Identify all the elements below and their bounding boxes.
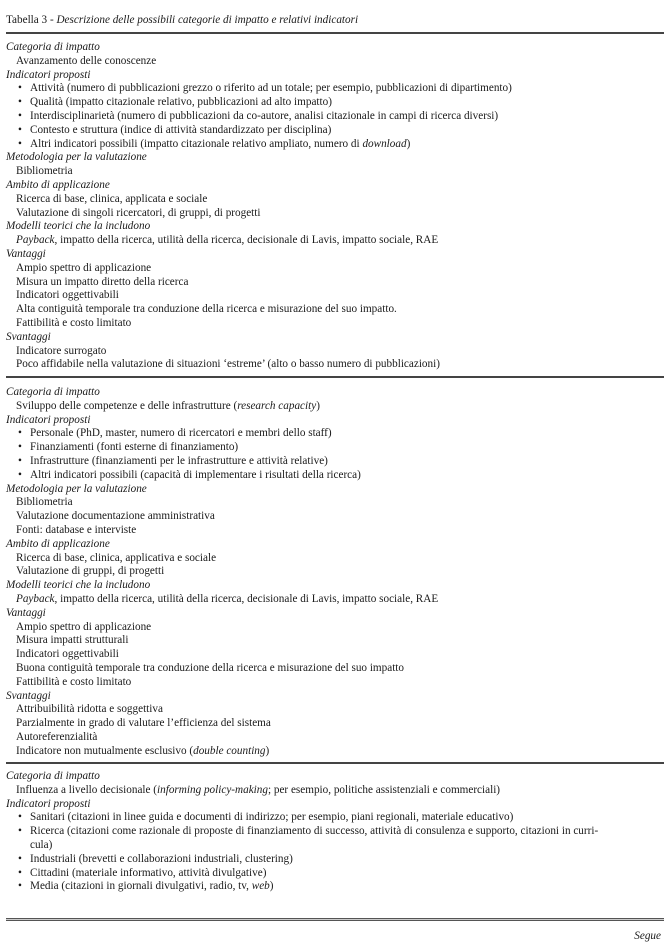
categoria-text: Sviluppo delle competenze e delle infrastrutture ( <box>16 399 238 412</box>
categoria-text-end: ; per esempio, politiche assistenziali e commerciali) <box>267 783 501 796</box>
categoria-value: Avanzamento delle conoscenze <box>16 54 157 67</box>
modelli-value <box>6 234 664 248</box>
indicator-item-text: Altri indicatori possibili (impatto citazionale relativo ampliato, numero di <box>30 137 363 150</box>
categoria-value <box>6 400 664 414</box>
indicator-item-text-end: ) <box>406 137 411 150</box>
vantaggi-value: Fattibilità e costo limitato <box>16 675 132 688</box>
svantaggi-value: Attribuibilità ridotta e soggettiva <box>16 703 163 716</box>
svantaggi-heading: Svantaggi <box>6 330 51 343</box>
indicator-item-text: Media (citazioni in giornali divulgativi, radio, tv, <box>30 880 252 893</box>
svantaggi-value <box>6 745 664 759</box>
section-knowledge <box>6 41 664 372</box>
metodologia-value: Fonti: database e interviste <box>16 523 137 536</box>
ambito-value: Ricerca di base, clinica, applicativa e sociale <box>16 551 217 564</box>
vantaggi-value: Misura un impatto diretto della ricerca <box>16 275 189 288</box>
indicator-item <box>6 138 664 152</box>
categoria-heading: Categoria di impatto <box>6 386 100 398</box>
vantaggi-value: Indicatori oggettivabili <box>16 289 119 302</box>
footer-continues: Segue <box>634 930 661 942</box>
indicator-item: • Qualità (impatto citazionale relativo, pubblicazioni ad alto impatto) <box>6 96 664 110</box>
table-title-text: Descrizione delle possibili categorie di impatto e relativi indicatori <box>56 14 359 26</box>
ambito-value: Valutazione di singoli ricercatori, di gruppi, di progetti <box>16 206 261 219</box>
svantaggi-value: Indicatore surrogato <box>16 344 107 357</box>
top-rule <box>6 32 664 34</box>
section-policy <box>6 770 664 894</box>
indicatori-heading: Indicatori proposti <box>6 797 91 810</box>
table-title <box>6 14 358 28</box>
section-capacity <box>6 386 664 759</box>
modelli-text: , impatto della ricerca, utilità della ricerca, decisionale di Lavis, impatto sociale, RAE <box>54 234 439 247</box>
indicator-item-emph: web <box>251 880 270 893</box>
indicator-item: • Cittadini (materiale informativo, attività divulgative) <box>6 867 664 881</box>
metodologia-value: Bibliometria <box>16 165 73 178</box>
section-divider <box>6 762 664 764</box>
metodologia-value: Bibliometria <box>16 496 73 509</box>
svantaggi-value: Poco affidabile nella valutazione di situazioni ‘estreme’ (alto o basso numero di pubblicazioni) <box>16 358 440 371</box>
indicator-item: • Personale (PhD, master, numero di ricercatori e membri dello staff) <box>6 427 664 441</box>
indicator-item: • Altri indicatori possibili (capacità di implementare i risultati della ricerca) <box>6 469 664 483</box>
svantaggi-value: Parzialmente in grado di valutare l’efficienza del sistema <box>16 717 271 730</box>
vantaggi-value: Fattibilità e costo limitato <box>16 316 132 329</box>
svantaggi-text: Indicatore non mutualmente esclusivo ( <box>16 744 194 757</box>
vantaggi-value: Ampio spettro di applicazione <box>16 261 152 274</box>
bottom-rule <box>6 918 664 921</box>
indicatori-heading: Indicatori proposti <box>6 68 91 81</box>
indicator-item: • Attività (numero di pubblicazioni grezzo o riferito ad un totale; per esempio, pubblicazioni di dipartimento) <box>6 82 664 96</box>
table-title-prefix: Tabella 3 - <box>6 14 57 26</box>
section-divider <box>6 376 664 378</box>
metodologia-value: Valutazione documentazione amministrativa <box>16 510 215 523</box>
indicator-item: • Infrastrutture (finanziamenti per le infrastrutture e attività relative) <box>6 455 664 469</box>
vantaggi-value: Ampio spettro di applicazione <box>16 620 152 633</box>
indicator-item: • Interdisciplinarietà (numero di pubblicazioni da co-autore, analisi citazionale in campi di ricerca diversi) <box>6 110 664 124</box>
indicator-item: • Industriali (brevetti e collaborazioni industriali, clustering) <box>6 853 664 867</box>
ambito-heading: Ambito di applicazione <box>6 178 110 191</box>
indicator-item-text: Ricerca (citazioni come razionale di proposte di finanziamento di successo, attività di consulenza e supporto, citazioni in curri- <box>30 825 599 838</box>
modelli-value <box>6 593 664 607</box>
indicatori-heading: Indicatori proposti <box>6 413 91 426</box>
svantaggi-heading: Svantaggi <box>6 689 51 702</box>
ambito-value: Ricerca di base, clinica, applicata e sociale <box>16 192 208 205</box>
categoria-value <box>6 784 664 798</box>
categoria-emph: research capacity <box>237 399 317 412</box>
svantaggi-value: Autoreferenzialità <box>16 730 98 743</box>
ambito-value: Valutazione di gruppi, di progetti <box>16 565 165 578</box>
indicator-item: • Contesto e struttura (indice di attività standardizzato per disciplina) <box>6 124 664 138</box>
metodologia-heading: Metodologia per la valutazione <box>6 482 147 495</box>
indicator-item <box>6 825 664 839</box>
ambito-heading: Ambito di applicazione <box>6 537 110 550</box>
modelli-emph: Payback <box>16 234 55 247</box>
categoria-heading: Categoria di impatto <box>6 770 100 782</box>
indicator-item <box>6 880 664 894</box>
metodologia-heading: Metodologia per la valutazione <box>6 151 147 164</box>
svantaggi-emph: double counting <box>193 744 266 757</box>
categoria-text: Influenza a livello decisionale ( <box>16 783 158 796</box>
indicator-item-emph: download <box>362 137 407 150</box>
indicator-item-text-end: ) <box>269 880 274 893</box>
modelli-heading: Modelli teorici che la includono <box>6 579 151 592</box>
categoria-emph: informing policy-making <box>157 783 268 796</box>
vantaggi-value: Buona contiguità temporale tra conduzione della ricerca e misurazione del suo impatto <box>16 661 405 674</box>
modelli-emph: Payback <box>16 592 55 605</box>
indicator-item: • Finanziamenti (fonti esterne di finanziamento) <box>6 441 664 455</box>
vantaggi-heading: Vantaggi <box>6 606 46 619</box>
indicator-item-continuation: cula) <box>30 838 53 851</box>
categoria-text-end: ) <box>316 399 320 412</box>
categoria-heading: Categoria di impatto <box>6 41 100 53</box>
indicator-item: • Sanitari (citazioni in linee guida e documenti di indirizzo; per esempio, piani regionali, materiale educativo) <box>6 811 664 825</box>
vantaggi-heading: Vantaggi <box>6 247 46 260</box>
vantaggi-value: Misura impatti strutturali <box>16 634 129 647</box>
modelli-text: , impatto della ricerca, utilità della ricerca, decisionale di Lavis, impatto sociale, RAE <box>54 592 439 605</box>
vantaggi-value: Alta contiguità temporale tra conduzione della ricerca e misurazione del suo impatto. <box>16 303 397 316</box>
svantaggi-text-end: ) <box>265 744 270 757</box>
modelli-heading: Modelli teorici che la includono <box>6 220 151 233</box>
vantaggi-value: Indicatori oggettivabili <box>16 648 119 661</box>
